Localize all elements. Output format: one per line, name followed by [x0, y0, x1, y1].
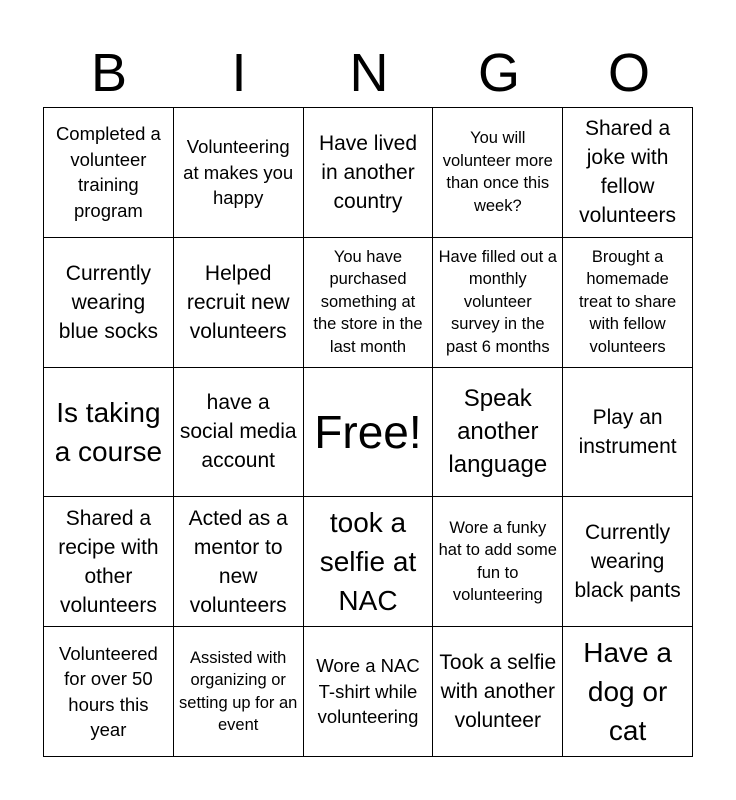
bingo-cell[interactable] [563, 627, 693, 757]
bingo-cell[interactable] [174, 497, 304, 627]
bingo-cell[interactable] [44, 497, 174, 627]
cell-text: Free! [314, 405, 422, 458]
cell-text: Have a dog or cat [583, 637, 672, 747]
cell-text: Have filled out a monthly volunteer survey in the past 6 months [438, 247, 557, 356]
bingo-cell[interactable] [563, 108, 693, 238]
bingo-card-grid [43, 107, 693, 757]
bingo-cell[interactable] [304, 108, 434, 238]
cell-text: Shared a joke with fellow volunteers [579, 117, 677, 228]
bingo-header [44, 40, 694, 106]
cell-text: Assisted with organizing or setting up for an event [179, 648, 298, 735]
bingo-cell[interactable] [44, 368, 174, 498]
bingo-cell[interactable] [433, 238, 563, 368]
bingo-cell[interactable] [174, 368, 304, 498]
header-letter-b: B [90, 43, 128, 103]
cell-text: Is taking a course [54, 396, 163, 467]
free-space-cell[interactable] [304, 368, 434, 498]
cell-text: Brought a homemade treat to share with fellow volunteers [578, 247, 677, 356]
cell-text: Volunteered for over 50 hours this year [59, 642, 158, 741]
bingo-cell[interactable] [174, 108, 304, 238]
bingo-cell[interactable] [433, 627, 563, 757]
header-letter-i: I [231, 43, 247, 103]
cell-text: Helped recruit new volunteers [186, 261, 290, 343]
bingo-cell[interactable] [433, 108, 563, 238]
cell-text: Shared a recipe with other volunteers [58, 506, 159, 617]
bingo-cell[interactable] [44, 238, 174, 368]
cell-text: Speak another language [448, 385, 548, 479]
bingo-cell[interactable] [563, 368, 693, 498]
bingo-cell[interactable] [44, 627, 174, 757]
bingo-cell[interactable] [304, 627, 434, 757]
cell-text: Took a selfie with another volunteer [439, 651, 557, 733]
header-letter-n: N [349, 43, 389, 103]
cell-text: Have lived in another country [318, 131, 418, 213]
bingo-cell[interactable] [433, 368, 563, 498]
cell-text: Play an instrument [578, 405, 677, 458]
bingo-cell[interactable] [174, 627, 304, 757]
bingo-cell[interactable] [304, 238, 434, 368]
bingo-cell[interactable] [563, 238, 693, 368]
cell-text: Currently wearing black pants [574, 521, 681, 603]
header-letter-o: O [607, 43, 650, 103]
cell-text: took a selfie at NAC [319, 507, 417, 617]
bingo-cell[interactable] [44, 108, 174, 238]
bingo-cell[interactable] [174, 238, 304, 368]
cell-text: You have purchased something at the store in the last month [313, 247, 423, 356]
bingo-cell[interactable] [433, 497, 563, 627]
cell-text: Acted as a mentor to new volunteers [188, 506, 288, 617]
cell-text: Currently wearing blue socks [58, 261, 158, 343]
cell-text: have a social media account [179, 391, 297, 473]
cell-text: Completed a volunteer training program [55, 123, 161, 221]
cell-text: Wore a funky hat to add some fun to volunteering [438, 518, 557, 605]
cell-text: Volunteering at makes you happy [183, 136, 294, 209]
cell-text: You will volunteer more than once this week? [442, 129, 553, 215]
bingo-cell[interactable] [563, 497, 693, 627]
cell-text: Wore a NAC T-shirt while volunteering [316, 655, 420, 728]
header-letter-g: G [477, 43, 520, 103]
bingo-cell[interactable] [304, 497, 434, 627]
